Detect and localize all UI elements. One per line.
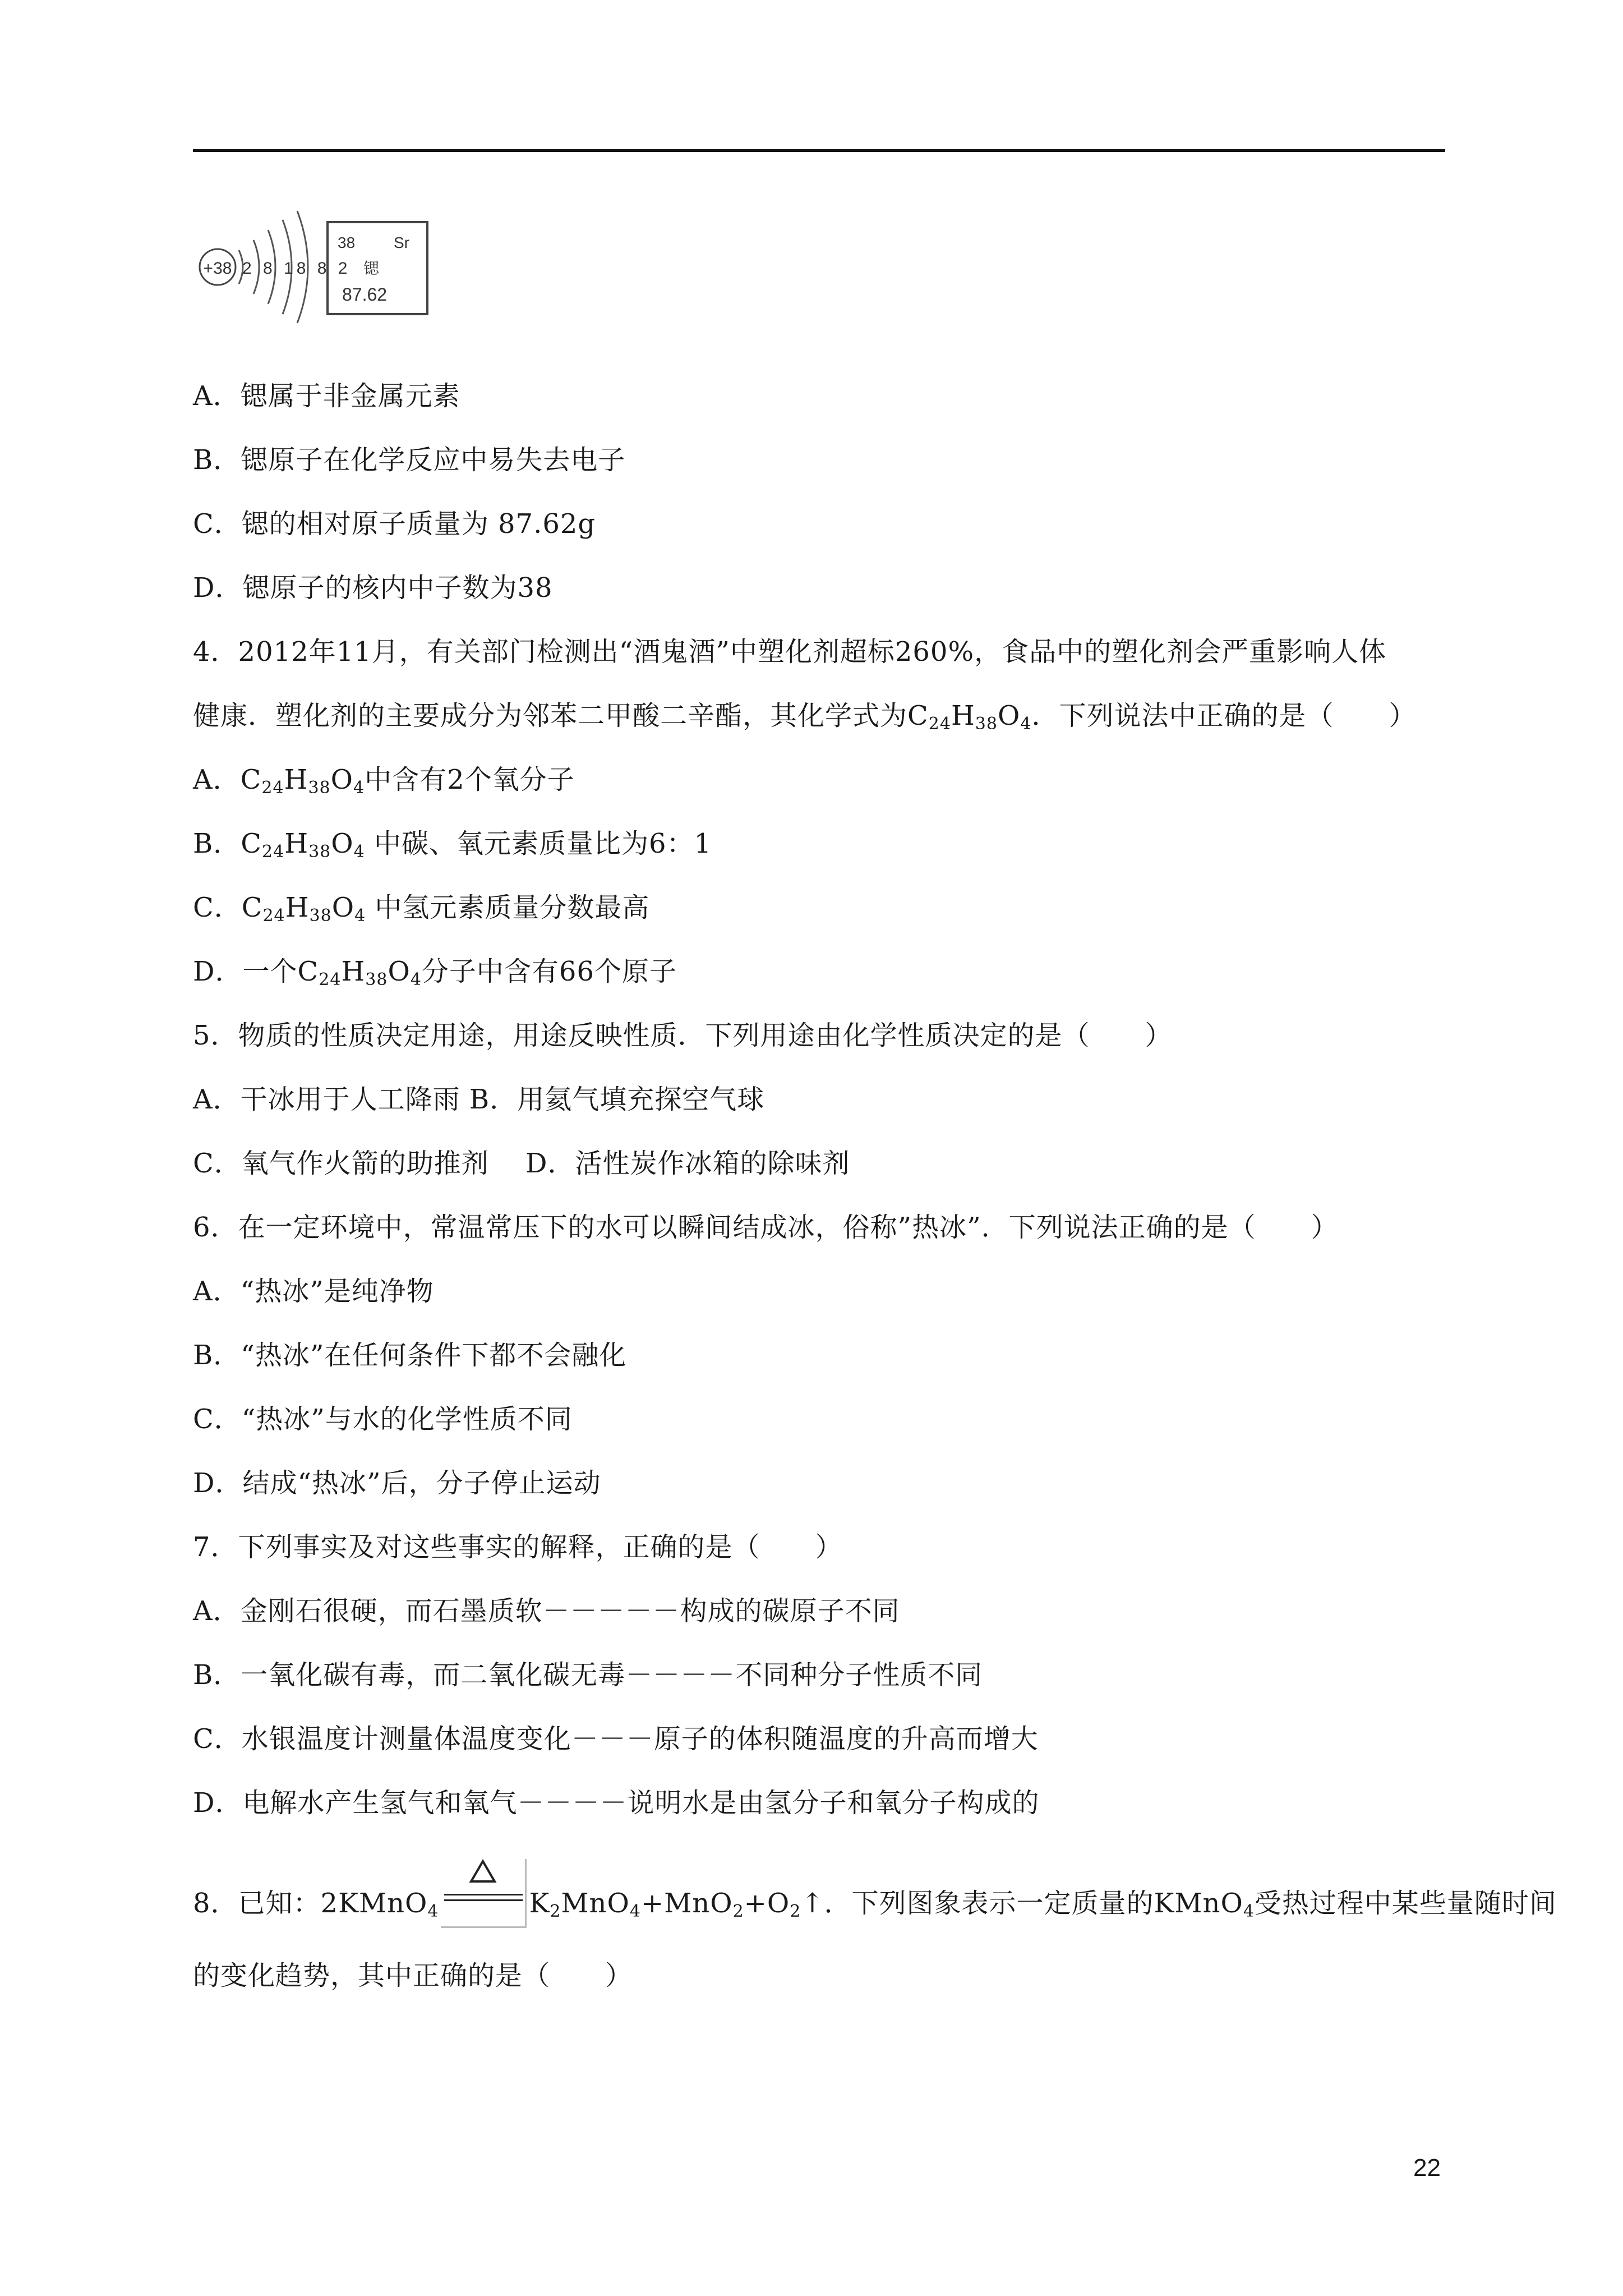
formula-c24h38o4: $C_{24}H_{38}O_4$ [241,828,365,862]
option-q4-d: D．一个$C_{24}H_{38}O_4$分子中含有66个原子 [193,956,677,990]
option-q3-d: D．锶原子的核内中子数为38 [193,572,553,604]
question-5: 5．物质的性质决定用途，用途反映性质．下列用途由化学性质决定的是（ ） [193,1020,1173,1051]
option-q6-d: D．结成“热冰”后，分子停止运动 [193,1467,601,1499]
atomic-mass: 87.62 [342,284,388,305]
formula-c24h38o4: $C_{24}H_{38}O_4$ [297,956,422,990]
heat-delta-icon [469,1859,497,1884]
strontium-atom-figure [193,188,445,337]
question-4-line-1: 4．2012年11月，有关部门检测出“酒鬼酒”中塑化剂超标260%，食品中的塑化剂会严重影响人体 [193,636,1387,668]
option-q6-a: A．“热冰”是纯净物 [193,1276,434,1307]
option-q6-b: B．“热冰”在任何条件下都不会融化 [193,1340,627,1371]
option-q7-c: C．水银温度计测量体温度变化－－－原子的体积随温度的升高而增大 [193,1723,1039,1755]
element-symbol: Sr [394,234,409,251]
option-q7-d: D．电解水产生氢气和氧气－－－－说明水是由氢分子和氧分子构成的 [193,1787,1040,1819]
option-q4-b: B．$C_{24}H_{38}O_4$ 中碳、氧元素质量比为6：1 [193,828,712,862]
question-7: 7．下列事实及对这些事实的解释，正确的是（ ） [193,1531,843,1563]
heating-condition-box [441,1859,527,1928]
formula-c24h38o4: $C_{24}H_{38}O_4$ [907,700,1032,734]
options-q5-ab: A．干冰用于人工降雨 B．用氦气填充探空气球 [193,1084,765,1115]
option-q3-c: C．锶的相对原子质量为 87.62g [193,508,596,540]
shell-electrons: 2 8 18 8 2 [242,259,351,278]
option-q3-a: A．锶属于非金属元素 [193,380,460,412]
formula-c24h38o4: $C_{24}H_{38}O_4$ [240,764,365,798]
atomic-number: 38 [338,234,356,251]
equals-sign-icon [444,1894,523,1902]
option-q6-c: C．“热冰”与水的化学性质不同 [193,1404,573,1435]
page-number: 22 [1413,2154,1441,2182]
question-8-line-1: 8．已知：2KMnO$_4$ $K_2MnO_4+MnO_2+O_2↑$．下列图象表示一定质量的KMnO$_4$受热过程中某些量随时间 [193,1859,1557,1928]
header-rule [193,149,1445,152]
question-8-line-2: 的变化趋势，其中正确的是（ ） [193,1960,633,1991]
question-6: 6．在一定环境中，常温常压下的水可以瞬间结成冰，俗称”热冰”．下列说法正确的是（ ） [193,1212,1339,1243]
q4-text: 健康．塑化剂的主要成分为邻苯二甲酸二辛酯，其化学式为 [193,700,908,731]
question-4-line-2: 健康．塑化剂的主要成分为邻苯二甲酸二辛酯，其化学式为$C_{24}H_{38}O_4$．下列说法中正确的是（ ） [193,700,1417,734]
option-q4-a: A．$C_{24}H_{38}O_4$中含有2个氧分子 [193,764,575,798]
options-q5-cd: C．氧气作火箭的助推剂 D．活性炭作冰箱的除味剂 [193,1148,850,1179]
nucleus-charge: +38 [203,259,232,278]
option-q3-b: B．锶原子在化学反应中易失去电子 [193,444,626,476]
option-q7-a: A．金刚石很硬，而石墨质软－－－－－构成的碳原子不同 [193,1595,900,1627]
option-q4-c: C．$C_{24}H_{38}O_4$ 中氢元素质量分数最高 [193,892,650,926]
option-q7-b: B．一氧化碳有毒，而二氧化碳无毒－－－－不同种分子性质不同 [193,1659,983,1691]
element-name: 锶 [363,259,380,278]
formula-c24h38o4: $C_{24}H_{38}O_4$ [241,892,366,926]
